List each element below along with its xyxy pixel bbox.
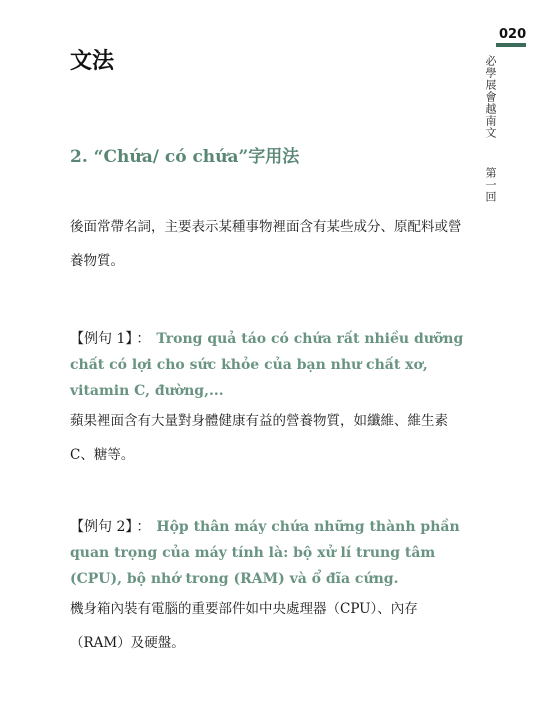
- page-number: 020: [499, 27, 527, 42]
- example-1-label: 【例句 1】: [70, 331, 133, 347]
- example-2-chinese: 機身箱內裝有電腦的重要部件如中央處理器（CPU）、內存（RAM）及硬盤。: [70, 601, 418, 651]
- example-1-vietnamese-line: [70, 326, 470, 404]
- example-2-vietnamese: Hộp thân máy chứa những thành phần quan trọng của máy tính là: bộ xử lí trung tâm (CPU), bộ nhớ trong (RAM) và ổ đĩa cứng.: [70, 519, 460, 587]
- example-1-colon: ：: [136, 331, 151, 347]
- example-2-colon: ：: [136, 519, 151, 535]
- example-1: [70, 326, 470, 472]
- intro-paragraph: 後面常帶名詞，主要表示某種事物裡面含有某些成分、原配料或營養物質。: [70, 219, 462, 269]
- page-number-bar: [496, 43, 526, 47]
- example-1-chinese: 蘋果裡面含有大量對身體健康有益的營養物質，如纖維、維生素 C、糖等。: [70, 413, 448, 463]
- example-2-label: 【例句 2】: [70, 519, 133, 535]
- example-2-vietnamese-line: [70, 514, 470, 592]
- topic-heading: 2. “Chứa/ có chứa”字用法: [70, 147, 300, 167]
- section-heading: 文法: [70, 49, 115, 74]
- example-2: [70, 514, 470, 660]
- chapter-label-vertical: 第一回: [484, 167, 497, 203]
- example-1-vietnamese: Trong quả táo có chứa rất nhiều dưỡng chất có lợi cho sức khỏe của bạn như chất xơ, vitamin C, đường,...: [70, 331, 464, 399]
- book-title-vertical: 必學展會越南文: [484, 55, 497, 139]
